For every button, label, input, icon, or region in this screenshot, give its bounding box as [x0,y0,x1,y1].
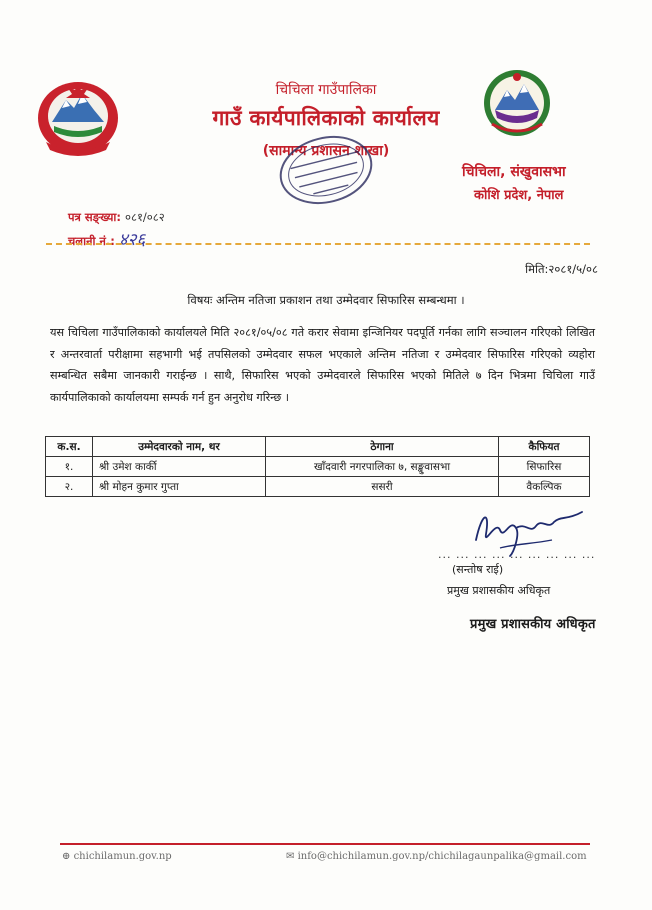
col-header-remarks: कैफियत [499,437,590,457]
letter-body: यस चिचिला गाउँपालिकाको कार्यालयले मिति २०८१/०५/०८ गते करार सेवामा इन्जिनियर पदपूर्ति गर्नका लागि सञ्चालन गरिएको लिखित र अन्तरवार्ता परीक्षामा सहभागी भई तपसिलको उम्मेदवार सफल भएकाले अन्तिम नतिजा र उम्मेदवार सिफारिस गरिएको व्यहोरा सम्बन्धित सबैमा जानकारी गराईन्छ । साथै, सिफारिस भएको उम्मेदवारले सिफारिस भएको मितिले ७ दिन भित्रमा चिचिला गाउँ कार्यपालिकाको कार्यालयमा सम्पर्क गर्न हुन अनुरोध गरिन्छ । [50,326,595,404]
col-header-serial: क.स. [46,437,93,457]
official-stamp-icon [270,126,382,214]
address-line-2: कोशि प्रदेश, नेपाल [474,188,564,203]
dispatch-number-row [68,227,145,250]
email-text: info@chichilamun.gov.np/chichilagaunpalika@gmail.com [297,851,587,862]
dispatch-number-label: चलानी नं.: [68,234,115,248]
footer-website[interactable] [62,851,172,862]
letter-number-value: ०८१/०८२ [124,210,165,224]
letter-subject: विषयः अन्तिम नतिजा प्रकाशन तथा उम्मेदवार सिफारिस सम्बन्धमा । [187,293,465,307]
cell-address: खाँदवारी नगरपालिका ७, सङ्खुवासभा [266,457,499,477]
col-header-name: उम्मेदवारको नाम, थर [93,437,266,457]
globe-icon: ⊕ [62,851,71,862]
mail-icon: ✉ [286,851,295,862]
cell-serial: २. [46,477,93,497]
table-row [46,457,590,477]
cell-name: श्री मोहन कुमार गुप्ता [93,477,266,497]
office-name: चिचिला गाउँपालिका [275,82,377,98]
col-header-address: ठेगाना [266,437,499,457]
cell-address: ससरी [266,477,499,497]
header-divider [46,243,590,245]
cell-remarks: वैकल्पिक [499,477,590,497]
letter-number-row [68,210,165,225]
table-header-row [46,437,590,457]
cell-name: श्री उमेश कार्की [93,457,266,477]
address-line-1: चिचिला, संखुवासभा [462,164,566,180]
office-branch: (सामान्य प्रशासन शाखा) [262,143,390,159]
footer-divider [60,843,590,845]
footer-email[interactable] [286,851,587,862]
cell-remarks: सिफारिस [499,457,590,477]
signature-line: ... ... ... ... ... ... ... ... ... [438,548,596,561]
cell-serial: १. [46,457,93,477]
candidates-table [45,436,590,497]
signatory-name: (सन्तोष राई) [452,563,504,576]
office-title: गाउँ कार्यपालिकाको कार्यालय [212,106,440,130]
dispatch-number-value: ४२६ [118,230,146,250]
website-text: chichilamun.gov.np [73,851,172,862]
letter-number-label: पत्र सङ्ख्या: [68,210,121,224]
designation-stamp: प्रमुख प्रशासकीय अधिकृत [470,617,596,632]
table-row [46,477,590,497]
signatory-title: प्रमुख प्रशासकीय अधिकृत [447,584,551,597]
letter-date: मिति:२०८१/५/०८ [525,262,598,276]
